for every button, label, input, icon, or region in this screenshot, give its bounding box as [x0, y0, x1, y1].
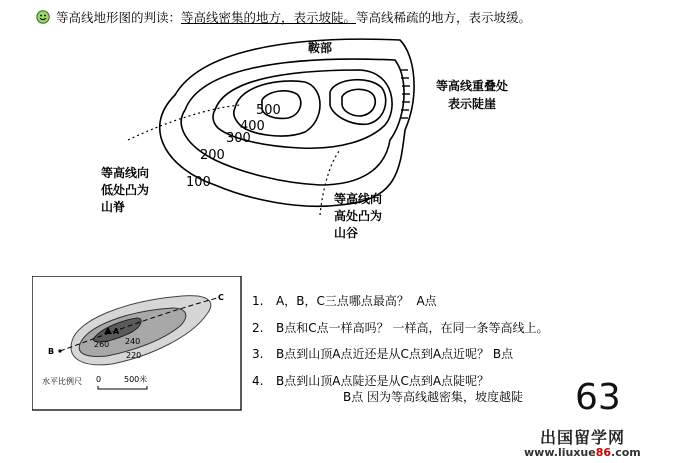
contour-right-outer [330, 80, 386, 125]
saddle-label: 鞍部 [308, 41, 333, 55]
question-2: 2. B点和C点一样高吗？ 一样高，在同一条等高线上。 [252, 320, 549, 335]
cliff-label-2: 表示陡崖 [448, 97, 497, 111]
question-4: 4. B点到山顶A点陡还是从C点到A点陡呢？ [252, 373, 490, 388]
ridge-label-2: 低处凸为 [101, 183, 150, 197]
contour-label-200: 200 [200, 148, 225, 163]
contour-right-inner [342, 89, 375, 116]
point-b-label: B [48, 347, 55, 356]
point-a-label: A [113, 327, 120, 336]
valley-label-1: 等高线向 [334, 192, 383, 206]
answer-3: B点 [492, 347, 514, 361]
contour-label-100: 100 [186, 175, 211, 190]
watermark-number: 63 [575, 377, 621, 418]
ridge-label-1: 等高线向 [101, 166, 150, 180]
valley-label-2: 高处凸为 [334, 209, 383, 223]
contour-label-400: 400 [240, 119, 265, 134]
question-1: 1. A，B，C三点哪点最高？ A点 [252, 294, 437, 308]
contour-label-300: 300 [226, 131, 251, 146]
scale-end: 500米 [124, 375, 148, 384]
answer-1: A点 [416, 294, 437, 308]
watermark-name: 出国留学网 [540, 428, 626, 447]
small-contour-map [32, 276, 242, 411]
header-dense: 等高线密集的地方，表示坡陡。 [181, 10, 357, 25]
cliff-label-1: 等高线重叠处 [436, 79, 509, 93]
header-prefix: 等高线地形图的判读： [56, 10, 182, 25]
answer-4: B点 因为等高线越密集，坡度越陡 [343, 390, 524, 404]
scale-zero: 0 [96, 375, 102, 384]
valley-label-3: 山谷 [334, 226, 359, 240]
contour-label-500: 500 [256, 103, 281, 118]
scale-label: 水平比例尺 [42, 377, 82, 386]
ridge-label-3: 山脊 [101, 200, 126, 214]
point-c-label: C [218, 293, 224, 302]
small-contour-label-260: 260 [94, 340, 110, 349]
small-contour-label-220: 220 [126, 351, 142, 360]
answer-2: 一样高，在同一条等高线上。 [392, 320, 549, 335]
question-list [252, 288, 548, 394]
small-contour-label-240: 240 [125, 337, 141, 346]
watermark-url: www.liuxue86.com [524, 446, 641, 459]
header-sparse: 等高线稀疏的地方，表示坡缓。 [356, 10, 532, 25]
question-3: 3. B点到山顶A点近还是从C点到A点近呢？ B点 [252, 347, 514, 361]
